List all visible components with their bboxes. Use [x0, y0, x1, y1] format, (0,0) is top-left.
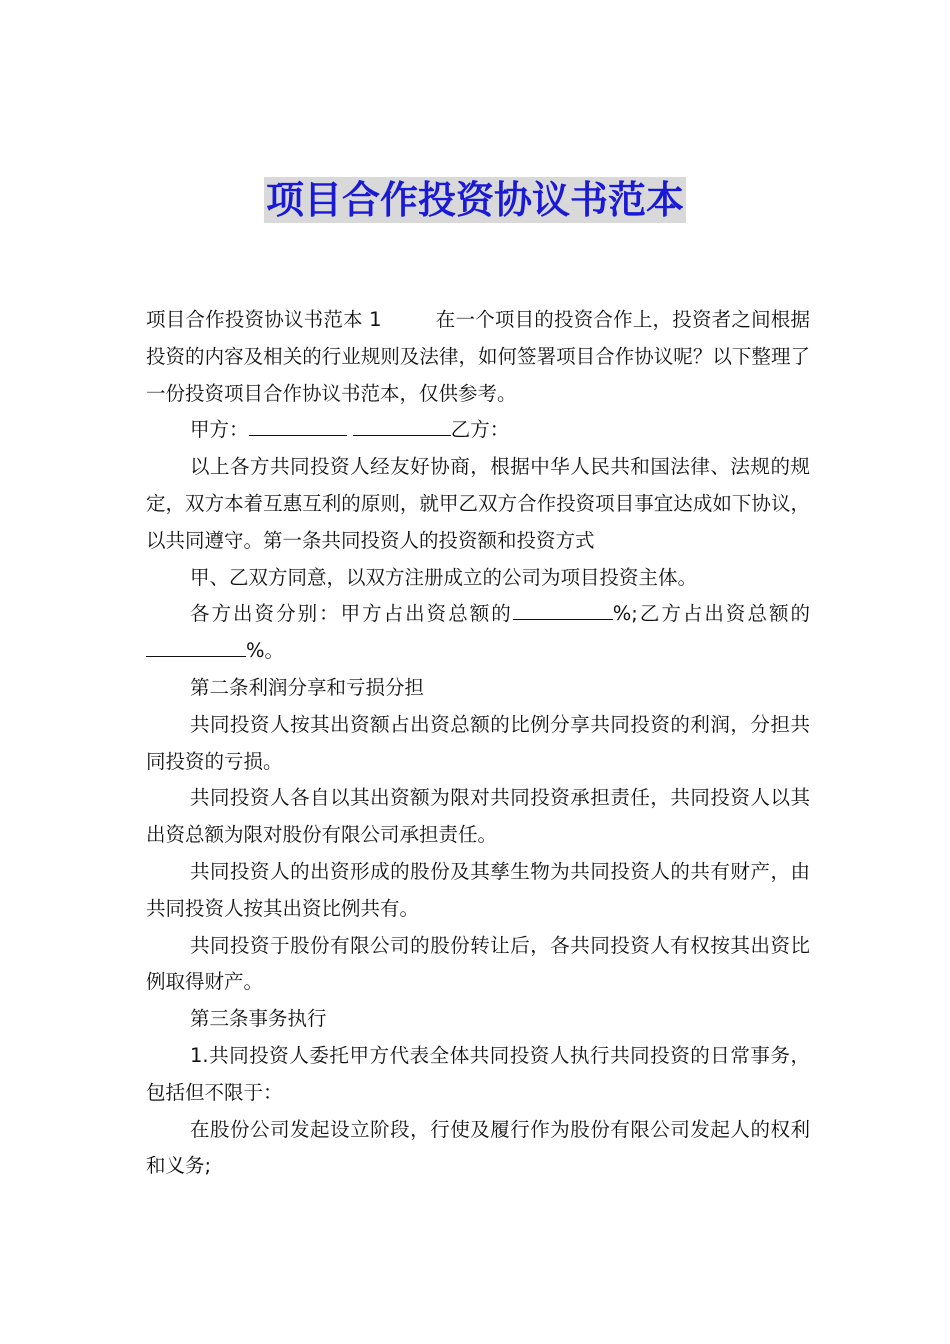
- document-body: [146, 302, 810, 1185]
- intro-heading: 项目合作投资协议书范本 1: [146, 308, 382, 331]
- article-2-heading: 第二条利润分享和亏损分担: [190, 675, 425, 699]
- paragraph-intro: 以上各方共同投资人经友好协商，根据中华人民共和国法律、法规的规定，双方本着互惠互利的原则，就甲乙双方合作投资项目事宜达成如下协议，以共同遵守。第一条共同投资人的投资额和投资方式: [146, 455, 810, 552]
- share-b-blank: [146, 655, 246, 657]
- paragraph-agree: 甲、乙双方同意，以双方注册成立的公司为项目投资主体。: [190, 565, 698, 589]
- party-b-label: 乙方：: [450, 418, 510, 442]
- party-a-blank: [249, 434, 347, 436]
- share-end-text: %。: [246, 639, 285, 663]
- parties-line: [146, 412, 810, 449]
- paragraph-stage: 在股份公司发起设立阶段，行使及履行作为股份有限公司发起人的权利和义务;: [146, 1117, 810, 1178]
- share-a-text: 各方出资分别：甲方占出资总额的: [190, 602, 513, 626]
- paragraph-property: 共同投资人的出资形成的股份及其孳生物为共同投资人的共有财产，由共同投资人按其出资比例共有。: [146, 859, 810, 920]
- paragraph-entrust: 1.共同投资人委托甲方代表全体共同投资人执行共同投资的日常事务，包括但不限于：: [146, 1043, 810, 1104]
- intro-paragraph: [146, 302, 810, 412]
- paragraph-transfer: 共同投资于股份有限公司的股份转让后，各共同投资人有权按其出资比例取得财产。: [146, 933, 810, 994]
- party-a-label: 甲方：: [190, 418, 249, 442]
- paragraph-share: [146, 596, 810, 670]
- paragraph-liability: 共同投资人各自以其出资额为限对共同投资承担责任，共同投资人以其出资总额为限对股份有限公司承担责任。: [146, 786, 810, 847]
- share-a-blank: [513, 618, 613, 620]
- article-3-heading: 第三条事务执行: [190, 1007, 327, 1031]
- paragraph-profit: 共同投资人按其出资额占出资总额的比例分享共同投资的利润，分担共同投资的亏损。: [146, 712, 810, 773]
- document-title: 项目合作投资协议书范本: [265, 178, 684, 222]
- share-mid-text: %;乙方占出资总额的: [612, 602, 810, 626]
- party-a-blank-2: [353, 434, 451, 436]
- intro-text: 在一个项目的投资合作上，投资者之间根据投资的内容及相关的行业规则及法律，如何签署项目合作协议呢？以下整理了一份投资项目合作协议书范本，仅供参考。: [146, 308, 810, 405]
- title-wrap: [0, 177, 950, 223]
